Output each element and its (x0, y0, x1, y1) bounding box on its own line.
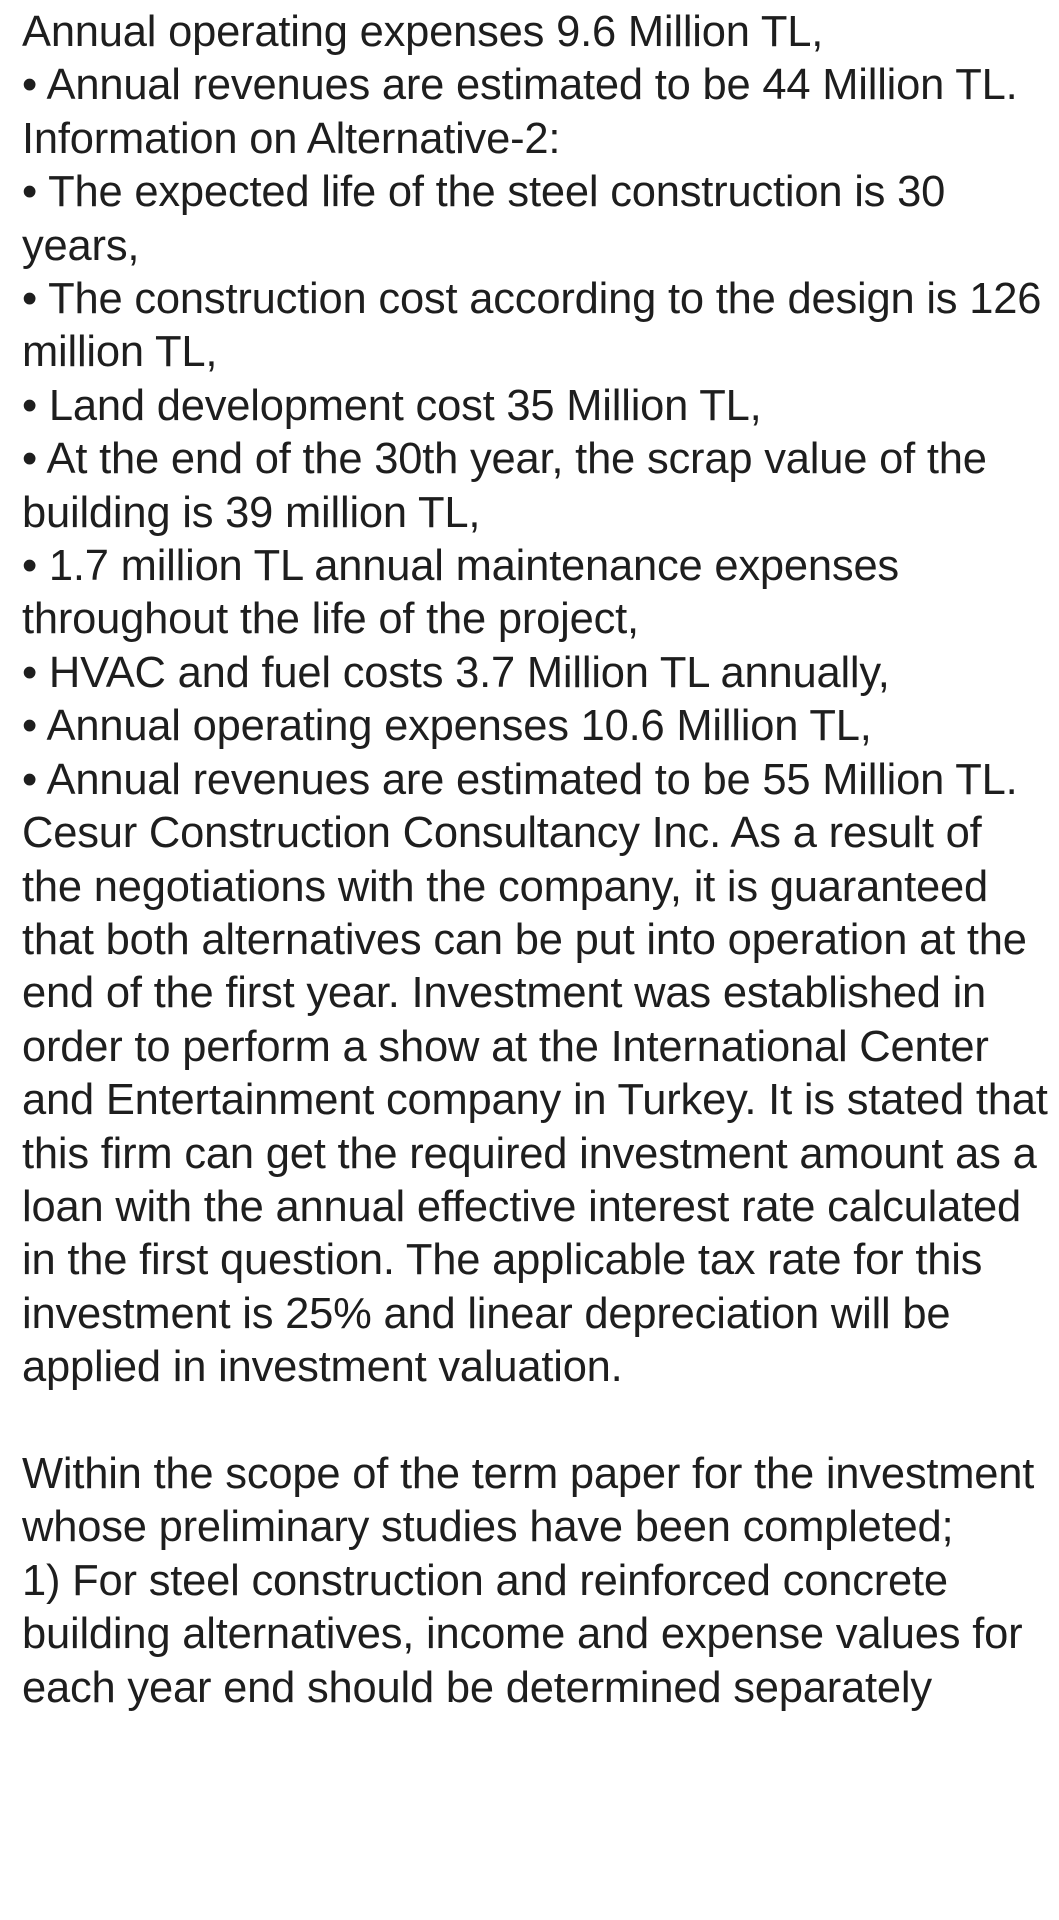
paragraph-spacer (22, 1395, 1052, 1448)
bullet-item: • HVAC and fuel costs 3.7 Million TL annually, (22, 648, 890, 697)
bullet-item: • At the end of the 30th year, the scrap value of the building is 39 million TL, (22, 435, 987, 537)
bullet-item: • Land development cost 35 Million TL, (22, 381, 762, 430)
bullet-item: • The expected life of the steel construction is 30 years, (22, 168, 946, 270)
numbered-item: 1) For steel construction and reinforced concrete building alternatives, income and expense values for each year end should be determined separately (22, 1556, 1023, 1712)
document-body (22, 6, 1052, 1715)
section-heading: Information on Alternative-2: (22, 114, 561, 163)
bullet-item: • Annual revenues are estimated to be 55 Million TL. (22, 755, 1018, 804)
bullet-item: • Annual operating expenses 10.6 Million TL, (22, 702, 872, 751)
bullet-item: • The construction cost according to the design is 126 million TL, (22, 275, 1042, 377)
text-line: Annual operating expenses 9.6 Million TL, (22, 8, 824, 56)
bullet-item: • Annual revenues are estimated to be 44 Million TL. (22, 61, 1018, 110)
paragraph: Within the scope of the term paper for the investment whose preliminary studies have been completed; (22, 1449, 1035, 1552)
paragraph: Cesur Construction Consultancy Inc. As a result of the negotiations with the company, it is guaranteed that both alternatives can be put into operation at the end of the first year. Investment was established in order to perform a show at the International Center and Entertainment company in Turkey. It is stated that this firm can get the required investment amount as a loan with the annual effective interest rate calculated in the first question. The applicable tax rate for this investment is 25% and linear depreciation will be applied in investment valuation. (22, 809, 1048, 1392)
bullet-item: • 1.7 million TL annual maintenance expenses throughout the life of the project, (22, 542, 899, 644)
